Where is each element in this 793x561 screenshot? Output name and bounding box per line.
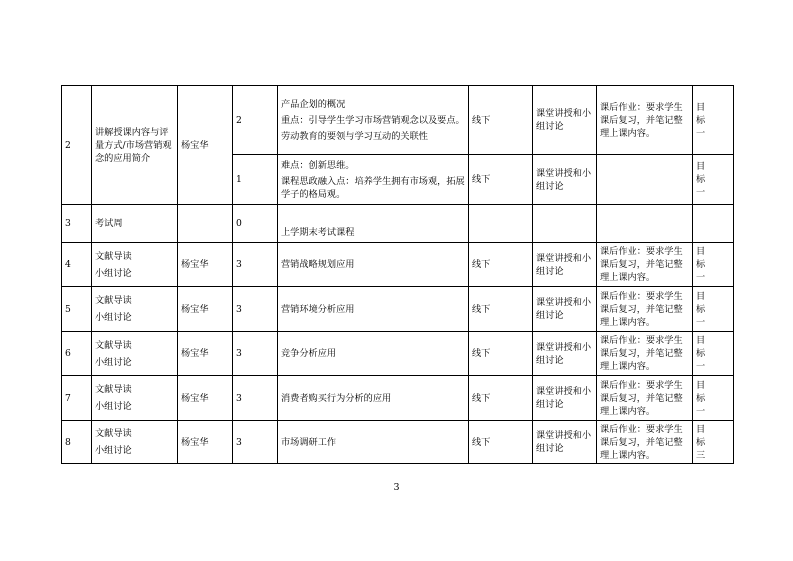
topic-line: 文献导读 [95, 250, 132, 262]
method-cell [533, 205, 597, 243]
topic-cell [92, 243, 178, 287]
goal-number: 一 [696, 405, 706, 417]
schedule-table [61, 85, 734, 464]
mode-cell [469, 205, 533, 243]
hours-cell: 3 [233, 332, 278, 376]
goal-label: 目 标 [696, 101, 711, 126]
goal-number: 一 [696, 127, 706, 139]
content-line: 难点：创新思维。 [281, 159, 355, 171]
hours-cell: 2 [233, 86, 278, 155]
homework-cell: 课后作业：要求学生课后复习，并笔记整理上课内容。 [597, 86, 693, 155]
content-line: 市场调研工作 [281, 436, 337, 448]
topic-cell [92, 332, 178, 376]
goal-label: 目 标 [696, 423, 711, 448]
goal-number: 一 [696, 361, 706, 372]
homework-cell: 课后作业：要求学生课后复习，并笔记整理上课内容。 [597, 376, 693, 421]
content-cell [278, 86, 469, 155]
content-line: 营销战略规划应用 [281, 259, 355, 270]
week-number: 2 [62, 86, 92, 205]
content-cell [278, 421, 469, 464]
topic-cell [92, 421, 178, 464]
topic-line: 小组讨论 [95, 445, 132, 456]
mode-cell: 线下 [469, 376, 533, 421]
topic-line: 小组讨论 [95, 267, 132, 279]
week-number: 5 [62, 287, 92, 332]
goal-number: 三 [696, 449, 706, 461]
content-line: 竞争分析应用 [281, 348, 337, 359]
goal-cell [693, 332, 734, 376]
hours-cell: 0 [233, 205, 278, 243]
hours-cell: 1 [233, 155, 278, 205]
table-row [62, 376, 734, 421]
content-cell [278, 243, 469, 287]
homework-cell: 课后作业：要求学生课后复习，并笔记整理上课内容。 [597, 287, 693, 332]
method-cell: 课堂讲授和小组讨论 [533, 332, 597, 376]
content-cell [278, 376, 469, 421]
mode-cell: 线下 [469, 155, 533, 205]
topic-line: 文献导读 [95, 295, 132, 306]
goal-label: 目 标 [696, 335, 711, 359]
page-number: 3 [393, 482, 400, 493]
topic-line: 小组讨论 [95, 401, 132, 412]
table-row [62, 287, 734, 332]
topic-line: 文献导读 [95, 384, 132, 395]
hours-cell: 3 [233, 287, 278, 332]
hours-cell: 3 [233, 421, 278, 464]
table-row [62, 205, 734, 243]
goal-cell [693, 287, 734, 332]
goal-label: 目 标 [696, 379, 711, 404]
table-row [62, 421, 734, 464]
table-row [62, 332, 734, 376]
homework-cell [597, 155, 693, 205]
homework-cell: 课后作业：要求学生课后复习，并笔记整理上课内容。 [597, 332, 693, 376]
topic-line: 文献导读 [95, 428, 132, 439]
content-line: 课程思政融入点：培养学生拥有市场观，拓展学子的格局观。 [281, 175, 465, 200]
method-cell: 课堂讲授和小组讨论 [533, 287, 597, 332]
teacher-cell: 杨宝华 [178, 86, 233, 205]
goal-number: 一 [696, 272, 706, 283]
content-line: 劳动教育的要领与学习互动的关联性 [281, 130, 428, 142]
topic-line: 小组讨论 [95, 356, 132, 368]
homework-cell: 课后作业：要求学生课后复习，并笔记整理上课内容。 [597, 243, 693, 287]
teacher-cell: 杨宝华 [178, 243, 233, 287]
goal-cell [693, 376, 734, 421]
topic-line: 小组讨论 [95, 312, 132, 323]
content-cell [278, 332, 469, 376]
goal-cell [693, 243, 734, 287]
week-number: 6 [62, 332, 92, 376]
teacher-cell [178, 205, 233, 243]
goal-cell [693, 86, 734, 155]
goal-label: 目 标 [696, 246, 711, 270]
table-row [62, 243, 734, 287]
mode-cell: 线下 [469, 86, 533, 155]
teacher-cell: 杨宝华 [178, 332, 233, 376]
mode-cell: 线下 [469, 421, 533, 464]
goal-number: 一 [696, 316, 706, 328]
goal-number: 一 [696, 187, 706, 198]
content-line: 产品企划的概况 [281, 98, 346, 110]
goal-label: 目 标 [696, 161, 711, 185]
mode-cell: 线下 [469, 287, 533, 332]
topic-cell [92, 287, 178, 332]
topic-cell: 考试周 [92, 205, 178, 243]
week-number: 7 [62, 376, 92, 421]
week-number: 3 [62, 205, 92, 243]
goal-cell [693, 205, 734, 243]
method-cell: 课堂讲授和小组讨论 [533, 376, 597, 421]
goal-cell [693, 155, 734, 205]
hours-cell: 3 [233, 243, 278, 287]
goal-cell [693, 421, 734, 464]
week-number: 8 [62, 421, 92, 464]
content-cell [278, 287, 469, 332]
teacher-cell: 杨宝华 [178, 421, 233, 464]
week-number: 4 [62, 243, 92, 287]
teacher-cell: 杨宝华 [178, 287, 233, 332]
method-cell: 课堂讲授和小组讨论 [533, 421, 597, 464]
method-cell: 课堂讲授和小组讨论 [533, 243, 597, 287]
content-line: 上学期末考试课程 [281, 227, 355, 238]
content-cell [278, 205, 469, 243]
goal-label: 目 标 [696, 290, 711, 315]
content-line: 重点：引导学生学习市场营销观念以及要点。 [281, 114, 465, 126]
content-line: 营销环境分析应用 [281, 303, 355, 315]
content-line: 消费者购买行为分析的应用 [281, 392, 392, 404]
topic-line: 文献导读 [95, 339, 132, 351]
mode-cell: 线下 [469, 243, 533, 287]
teacher-cell: 杨宝华 [178, 376, 233, 421]
topic-cell [92, 376, 178, 421]
content-cell [278, 155, 469, 205]
hours-cell: 3 [233, 376, 278, 421]
topic-cell: 讲解授课内容与评量方式/市场营销观念的应用简介 [92, 86, 178, 205]
homework-cell [597, 205, 693, 243]
homework-cell: 课后作业：要求学生课后复习，并笔记整理上课内容。 [597, 421, 693, 464]
mode-cell: 线下 [469, 332, 533, 376]
table-row [62, 86, 734, 155]
method-cell: 课堂讲授和小组讨论 [533, 86, 597, 155]
method-cell: 课堂讲授和小组讨论 [533, 155, 597, 205]
